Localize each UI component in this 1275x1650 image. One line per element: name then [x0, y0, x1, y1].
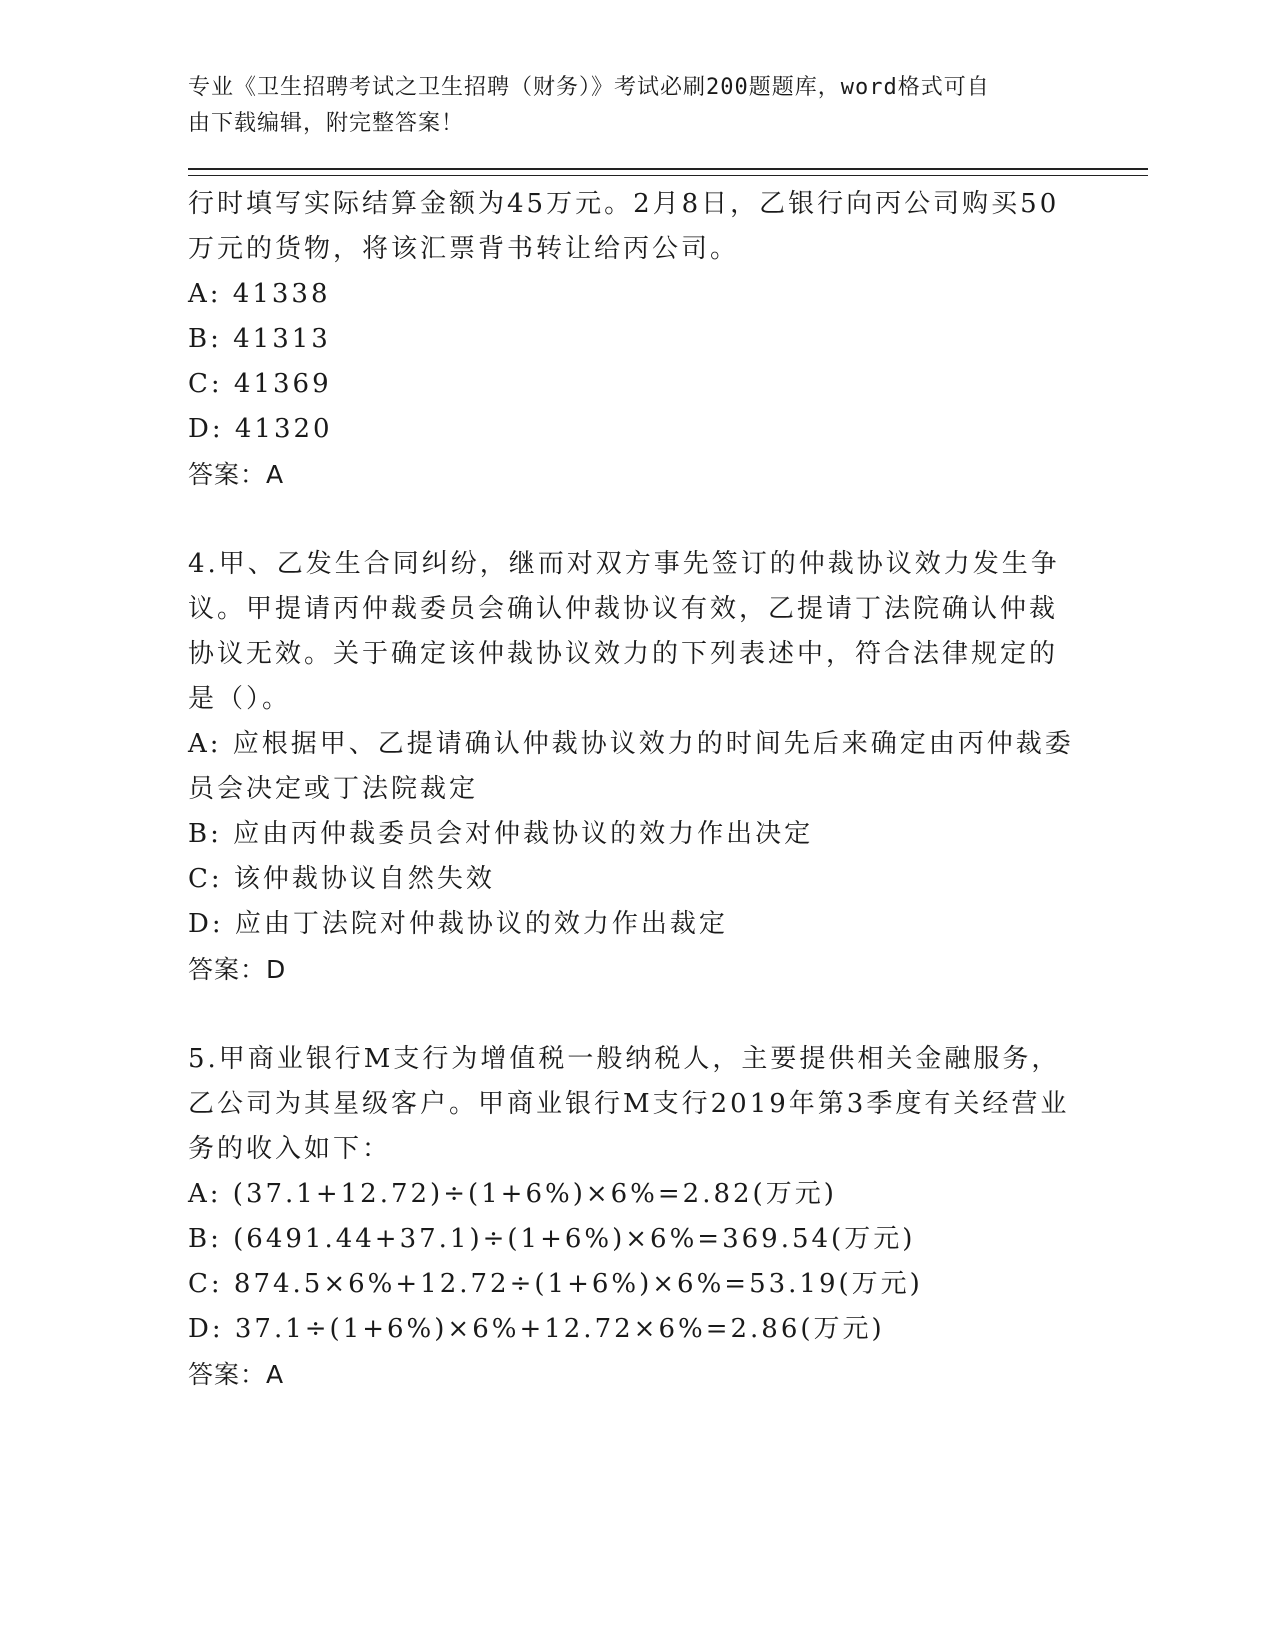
- option-a: A: 41338: [188, 279, 331, 309]
- option-d: D: 37.1÷(1+6%)×6%+12.72×6%=2.86(万元): [188, 1314, 885, 1344]
- question-stem-line: 5.甲商业银行M支行为增值税一般纳税人，主要提供相关金融服务，: [188, 1044, 1061, 1074]
- question-spacer: [188, 992, 1078, 1037]
- option-a: A: (37.1+12.72)÷(1+6%)×6%=2.82(万元): [188, 1179, 837, 1209]
- question-spacer: [188, 497, 1078, 542]
- question-stem-line: 议。甲提请丙仲裁委员会确认仲裁协议有效，乙提请丁法院确认仲裁: [188, 594, 1059, 624]
- question-stem-line: 务的收入如下：: [188, 1134, 392, 1164]
- question-stem-line: 万元的货物，将该汇票背书转让给丙公司。: [188, 234, 740, 264]
- header-line-2: 由下载编辑，附完整答案！: [188, 111, 465, 136]
- question-stem-line: 是（）。: [188, 684, 292, 714]
- question-3: [188, 182, 1078, 497]
- option-c: C: 该仲裁协议自然失效: [188, 864, 495, 894]
- option-b: B: 应由丙仲裁委员会对仲裁协议的效力作出决定: [188, 819, 814, 849]
- header-divider: [188, 168, 1148, 176]
- answer-line: 答案：A: [188, 1360, 285, 1389]
- answer-line: 答案：A: [188, 460, 285, 489]
- question-content: [188, 182, 1078, 1397]
- option-d: D: 应由丁法院对仲裁协议的效力作出裁定: [188, 909, 728, 939]
- option-a-continued: 员会决定或丁法院裁定: [188, 774, 479, 804]
- answer-line: 答案：D: [188, 955, 287, 984]
- option-c: C: 874.5×6%+12.72÷(1+6%)×6%=53.19(万元): [188, 1269, 923, 1299]
- option-d: D: 41320: [188, 414, 333, 444]
- question-stem-line: 行时填写实际结算金额为45万元。2月8日，乙银行向丙公司购买50: [188, 189, 1060, 219]
- option-b: B: (6491.44+37.1)÷(1+6%)×6%=369.54(万元): [188, 1224, 916, 1254]
- question-stem-line: 乙公司为其星级客户。甲商业银行M支行2019年第3季度有关经营业: [188, 1089, 1070, 1119]
- header-line-1: 专业《卫生招聘考试之卫生招聘（财务）》考试必刷200题题库，word格式可自: [188, 75, 990, 100]
- option-a: A: 应根据甲、乙提请确认仲裁协议效力的时间先后来确定由丙仲裁委: [188, 729, 1074, 759]
- document-page: [188, 70, 1148, 1397]
- document-header: [188, 70, 1068, 142]
- question-stem-line: 4.甲、乙发生合同纠纷，继而对双方事先签订的仲裁协议效力发生争: [188, 549, 1060, 579]
- question-4: [188, 542, 1078, 992]
- option-c: C: 41369: [188, 369, 332, 399]
- question-5: [188, 1037, 1078, 1397]
- question-stem-line: 协议无效。关于确定该仲裁协议效力的下列表述中，符合法律规定的: [188, 639, 1059, 669]
- option-b: B: 41313: [188, 324, 331, 354]
